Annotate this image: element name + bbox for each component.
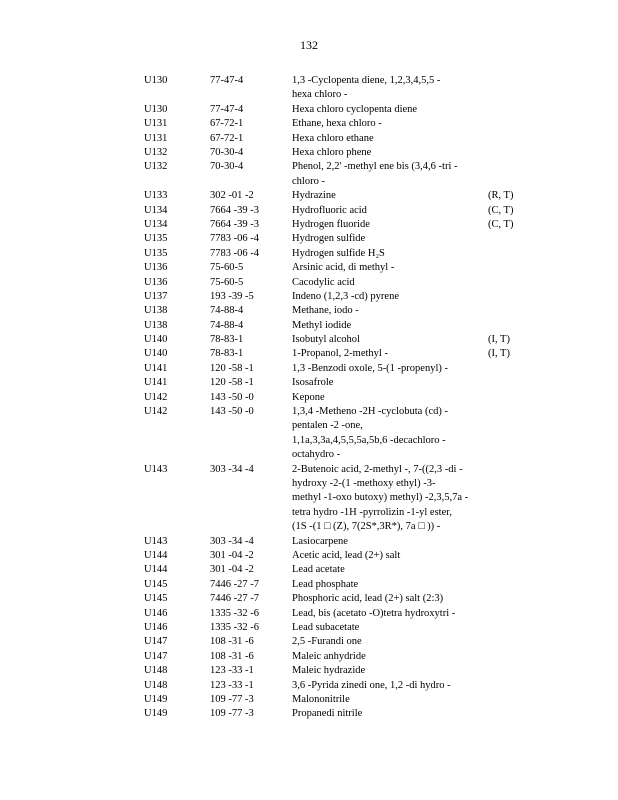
substance-name	[292, 650, 482, 664]
substance-name-line: Malononitrile	[292, 693, 350, 705]
cas-number: 70-30-4	[210, 146, 244, 158]
substance-name-line: Maleic anhydride	[292, 650, 366, 662]
substance-name-line: Isobutyl alcohol	[292, 334, 360, 346]
waste-code: U149	[144, 708, 168, 720]
substance-name-line: Lead subacetate	[292, 621, 360, 633]
waste-code: U141	[144, 362, 168, 374]
table-row	[0, 319, 618, 333]
table-row	[0, 707, 618, 721]
cas-number: 143 -50 -0	[210, 406, 254, 418]
waste-code: U131	[144, 118, 168, 130]
table-row	[0, 290, 618, 304]
substance-name-line: Hydrofluoric acid	[292, 204, 367, 216]
table-row	[0, 635, 618, 649]
substance-name-line: Indeno (1,2,3 -cd) pyrene	[292, 290, 399, 302]
waste-code: U138	[144, 319, 168, 331]
substance-name	[292, 304, 482, 318]
waste-code: U130	[144, 75, 168, 86]
table-row	[0, 261, 618, 275]
substance-name	[292, 621, 482, 635]
substance-name-line: pentalen -2 -one,	[292, 420, 363, 432]
cas-number: 7446 -27 -7	[210, 593, 259, 605]
substance-name-line: Hydrogen fluoride	[292, 218, 370, 230]
waste-code: U136	[144, 276, 168, 288]
substance-name-line: 1-Propanol, 2-methyl -	[292, 348, 388, 360]
substance-name-line: Hexa chloro ethane	[292, 132, 374, 144]
substance-name	[292, 290, 482, 304]
substance-name	[292, 232, 482, 246]
substance-name-line: hydroxy -2-(1 -methoxy ethyl) -3-	[292, 478, 436, 490]
substance-name-line: 3,6 -Pyrida zinedi one, 1,2 -di hydro -	[292, 679, 451, 691]
waste-code: U144	[144, 550, 168, 561]
cas-number: 303 -34 -4	[210, 463, 254, 475]
cas-number: 77-47-4	[210, 103, 244, 115]
substance-name-line: Lead phosphate	[292, 578, 359, 590]
substance-name	[292, 592, 482, 606]
substance-name-line: Ethane, hexa chloro -	[292, 118, 382, 130]
waste-code: U133	[144, 190, 168, 202]
cas-number: 143 -50 -0	[210, 391, 254, 403]
table-row	[0, 463, 618, 535]
substance-name-line: (1S -(1 □ (Z), 7(2S*,3R*), 7a □ )) -	[292, 521, 441, 533]
waste-code: U134	[144, 218, 168, 230]
waste-code: U147	[144, 650, 168, 662]
cas-number: 123 -33 -1	[210, 679, 254, 691]
substance-name-line: chloro -	[292, 175, 325, 187]
hazard-code: (R, T)	[488, 190, 514, 202]
cas-number: 75-60-5	[210, 276, 244, 288]
table-row	[0, 132, 618, 146]
substance-name-line: hexa chloro -	[292, 89, 348, 101]
substance-name-line: Maleic hydrazide	[292, 665, 366, 677]
cas-number: 74-88-4	[210, 319, 244, 331]
substance-name	[292, 707, 482, 721]
table-row	[0, 232, 618, 246]
cas-number: 7664 -39 -3	[210, 218, 259, 230]
substance-name-line: Cacodylic acid	[292, 276, 355, 288]
waste-code: U134	[144, 204, 168, 216]
cas-number: 302 -01 -2	[210, 190, 254, 202]
hazard-code: (I, T)	[488, 348, 510, 360]
waste-code: U132	[144, 161, 168, 173]
substance-name-line: Hydrogen sulfide	[292, 233, 366, 245]
substance-name-line: methyl -1-oxo butoxy) methyl) -2,3,5,7a -	[292, 492, 469, 504]
substance-name-line: Hexa chloro phene	[292, 146, 372, 158]
cas-number: 75-60-5	[210, 262, 244, 274]
waste-code: U136	[144, 262, 168, 274]
table-row	[0, 376, 618, 390]
substance-name	[292, 103, 482, 117]
substance-name	[292, 276, 482, 290]
waste-code: U135	[144, 247, 168, 259]
substance-name	[292, 347, 482, 361]
substance-name-line: Methane, iodo -	[292, 305, 359, 317]
substance-name	[292, 247, 482, 261]
substance-name-line: 1,1a,3,3a,4,5,5,5a,5b,6 -decachloro -	[292, 434, 446, 446]
cas-number: 301 -04 -2	[210, 550, 254, 561]
cas-number: 67-72-1	[210, 118, 244, 130]
table-row	[0, 693, 618, 707]
waste-code: U149	[144, 693, 168, 705]
substance-name	[292, 563, 482, 577]
substance-name	[292, 405, 482, 463]
cas-number: 1335 -32 -6	[210, 621, 259, 633]
cas-number: 108 -31 -6	[210, 636, 254, 648]
table-row	[0, 333, 618, 347]
substance-name	[292, 362, 482, 376]
cas-number: 108 -31 -6	[210, 650, 254, 662]
cas-number: 7783 -06 -4	[210, 233, 259, 245]
table-row	[0, 117, 618, 131]
waste-code: U142	[144, 391, 168, 403]
cas-number: 120 -58 -1	[210, 362, 254, 374]
substance-name	[292, 333, 482, 347]
table-row	[0, 189, 618, 203]
waste-code: U131	[144, 132, 168, 144]
substance-name-line: Lead acetate	[292, 564, 345, 576]
hazard-code: (C, T)	[488, 204, 514, 216]
substance-name	[292, 664, 482, 678]
substance-name-line: Phosphoric acid, lead (2+) salt (2:3)	[292, 593, 444, 605]
substance-name-line: Arsinic acid, di methyl -	[292, 262, 395, 274]
substance-name	[292, 160, 482, 189]
substance-name-line: 2,5 -Furandi one	[292, 636, 362, 648]
cas-number: 301 -04 -2	[210, 564, 254, 576]
cas-number: 70-30-4	[210, 161, 244, 173]
table-row	[0, 74, 618, 103]
waste-code: U148	[144, 665, 168, 677]
substance-name	[292, 189, 482, 203]
waste-code: U145	[144, 593, 168, 605]
cas-number: 123 -33 -1	[210, 665, 254, 677]
table-row	[0, 650, 618, 664]
cas-number: 303 -34 -4	[210, 535, 254, 547]
substance-name-line: Hydrazine	[292, 190, 336, 202]
table-row	[0, 405, 618, 463]
table-row	[0, 621, 618, 635]
cas-number: 74-88-4	[210, 305, 244, 317]
substance-name	[292, 376, 482, 390]
table-row	[0, 304, 618, 318]
cas-number: 193 -39 -5	[210, 290, 254, 302]
table-row	[0, 247, 618, 261]
table-row	[0, 679, 618, 693]
substance-name-line: tetra hydro -1H -pyrrolizin -1-yl ester,	[292, 506, 452, 518]
substance-name	[292, 679, 482, 693]
waste-code: U148	[144, 679, 168, 691]
table-row	[0, 549, 618, 563]
substance-name	[292, 693, 482, 707]
hazard-code: (C, T)	[488, 218, 514, 230]
cas-number: 120 -58 -1	[210, 377, 254, 389]
substance-name	[292, 535, 482, 549]
page-number: 132	[300, 38, 318, 52]
waste-code: U146	[144, 607, 168, 619]
substance-name-line: 1,3,4 -Metheno -2H -cyclobuta (cd) -	[292, 406, 448, 418]
waste-code: U141	[144, 377, 168, 389]
substance-name-line: 2-Butenoic acid, 2-methyl -, 7-((2,3 -di -	[292, 463, 463, 475]
hazardous-waste-table	[0, 74, 618, 722]
waste-code: U132	[144, 146, 168, 158]
table-row	[0, 218, 618, 232]
waste-code: U140	[144, 348, 168, 360]
substance-name-line: Phenol, 2,2' -methyl ene bis (3,4,6 -tri -	[292, 161, 458, 173]
substance-name	[292, 146, 482, 160]
table-row	[0, 103, 618, 117]
substance-name-line: Propanedi nitrile	[292, 708, 363, 720]
waste-code: U135	[144, 233, 168, 245]
cas-number: 78-83-1	[210, 334, 244, 346]
substance-name	[292, 578, 482, 592]
substance-name-line: Acetic acid, lead (2+) salt	[292, 550, 401, 561]
cas-number: 78-83-1	[210, 348, 244, 360]
substance-name	[292, 74, 482, 103]
waste-code: U144	[144, 564, 168, 576]
table-row	[0, 592, 618, 606]
table-row	[0, 276, 618, 290]
substance-name-line: Methyl iodide	[292, 319, 352, 331]
substance-name-line: Lead, bis (acetato -O)tetra hydroxytri -	[292, 607, 456, 619]
cas-number: 1335 -32 -6	[210, 607, 259, 619]
substance-name	[292, 218, 482, 232]
waste-code: U143	[144, 463, 168, 475]
substance-name-line: 1,3 -Benzodi oxole, 5-(1 -propenyl) -	[292, 362, 448, 374]
substance-name-line: Hexa chloro cyclopenta diene	[292, 103, 418, 115]
substance-name	[292, 261, 482, 275]
waste-code: U130	[144, 103, 168, 115]
table-row	[0, 204, 618, 218]
substance-name-line: Lasiocarpene	[292, 535, 348, 547]
substance-name	[292, 607, 482, 621]
waste-code: U137	[144, 290, 168, 302]
substance-name	[292, 549, 482, 563]
cas-number: 7783 -06 -4	[210, 247, 259, 259]
waste-code: U142	[144, 406, 168, 418]
table-row	[0, 664, 618, 678]
substance-name-line: Kepone	[292, 391, 325, 403]
table-row	[0, 347, 618, 361]
cas-number: 109 -77 -3	[210, 693, 254, 705]
substance-name-line: 1,3 -Cyclopenta diene, 1,2,3,4,5,5 -	[292, 75, 441, 86]
table-row	[0, 607, 618, 621]
table-row	[0, 535, 618, 549]
table-row	[0, 391, 618, 405]
substance-name	[292, 463, 482, 535]
waste-code: U147	[144, 636, 168, 648]
waste-code: U145	[144, 578, 168, 590]
substance-name	[292, 391, 482, 405]
cas-number: 7664 -39 -3	[210, 204, 259, 216]
substance-name	[292, 204, 482, 218]
cas-number: 109 -77 -3	[210, 708, 254, 720]
substance-name	[292, 132, 482, 146]
waste-code: U140	[144, 334, 168, 346]
substance-name	[292, 319, 482, 333]
table-row	[0, 563, 618, 577]
waste-code: U146	[144, 621, 168, 633]
cas-number: 7446 -27 -7	[210, 578, 259, 590]
waste-code: U138	[144, 305, 168, 317]
table-row	[0, 160, 618, 189]
hazard-code: (I, T)	[488, 334, 510, 346]
substance-name-line: Hydrogen sulfide H₂S	[292, 247, 385, 259]
cas-number: 77-47-4	[210, 75, 244, 86]
table-row	[0, 146, 618, 160]
substance-name-line: Isosafrole	[292, 377, 334, 389]
substance-name	[292, 635, 482, 649]
substance-name	[292, 117, 482, 131]
table-row	[0, 362, 618, 376]
substance-name-line: octahydro -	[292, 449, 341, 461]
table-row	[0, 578, 618, 592]
cas-number: 67-72-1	[210, 132, 244, 144]
waste-code: U143	[144, 535, 168, 547]
